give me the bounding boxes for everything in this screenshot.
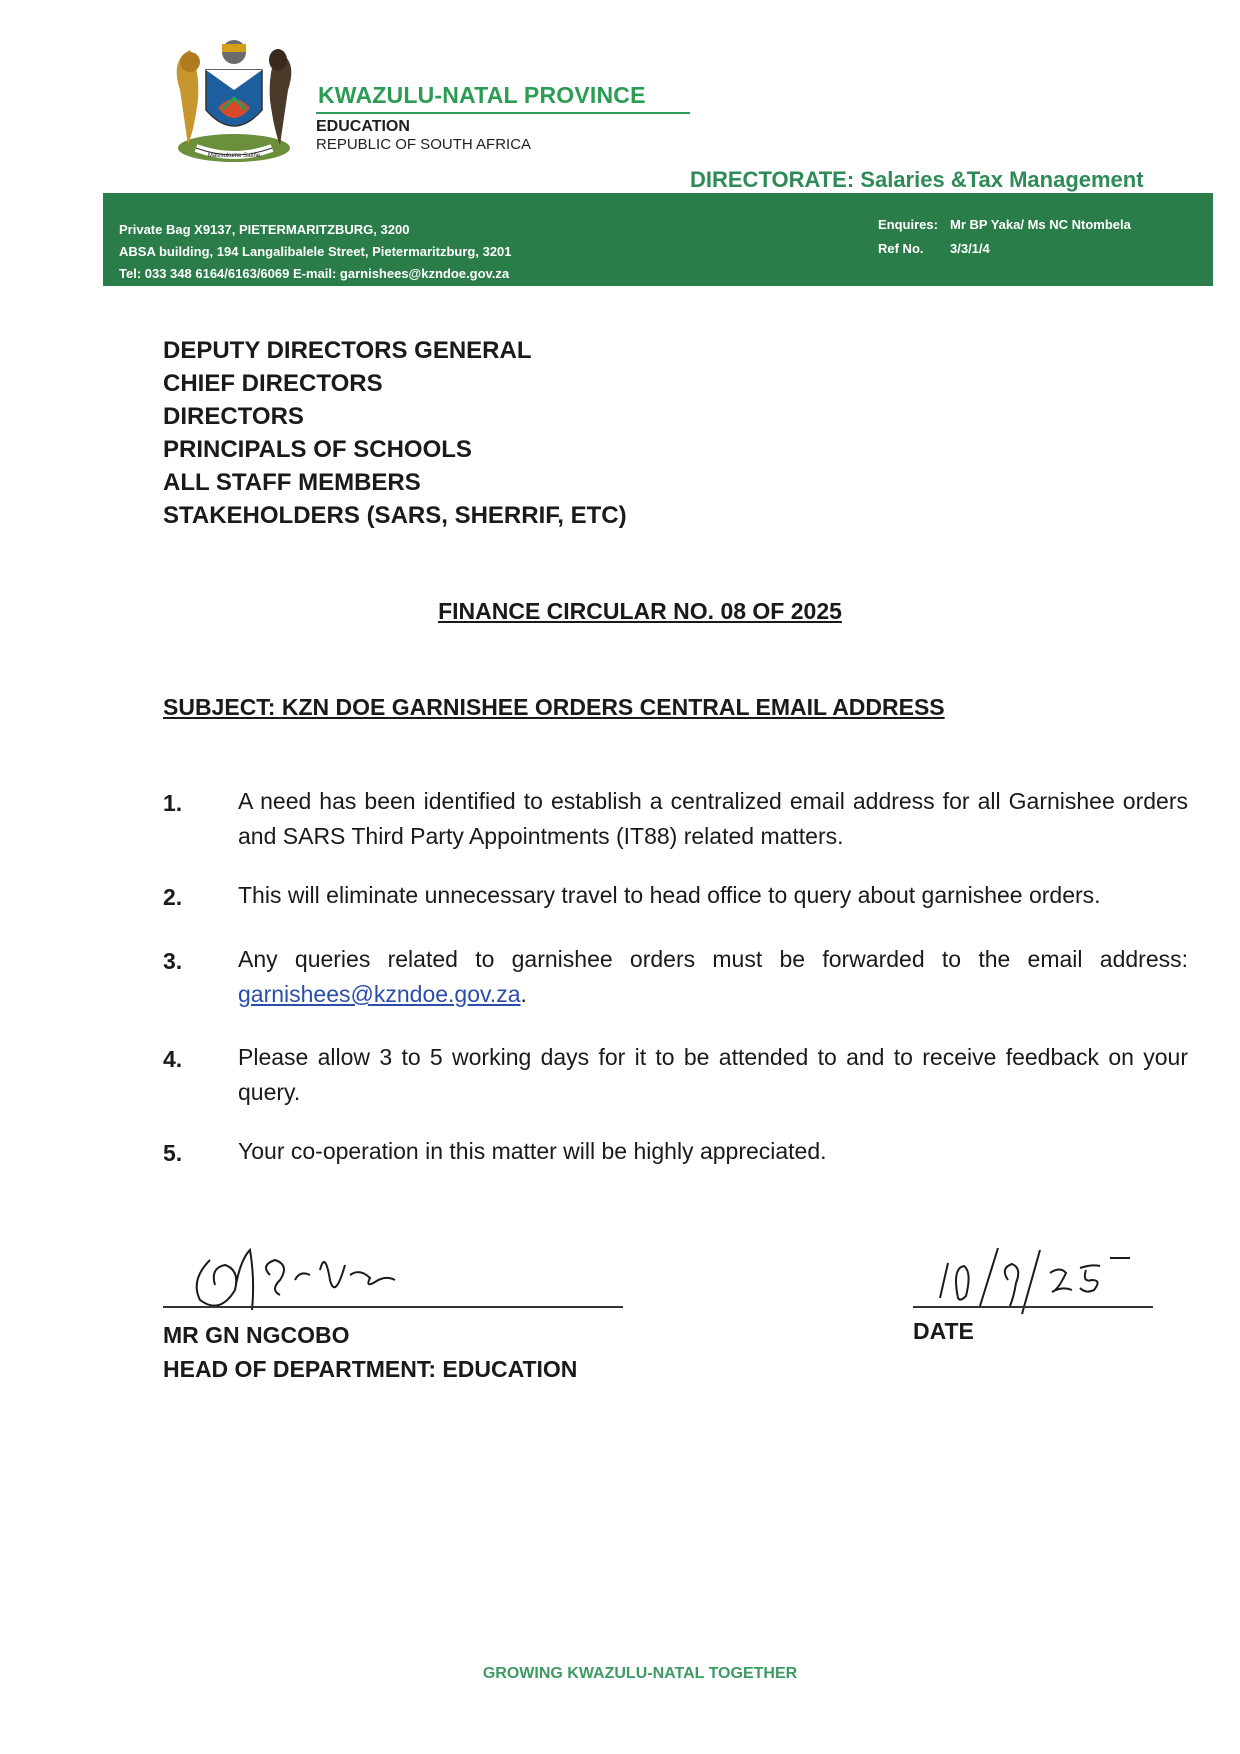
item-text: Your co-operation in this matter will be highly appreciated. <box>238 1138 827 1164</box>
item-number: 3. <box>163 948 183 974</box>
address-block <box>119 219 512 285</box>
footer-slogan: GROWING KWAZULU-NATAL TOGETHER <box>482 1665 798 1682</box>
postal-address: Private Bag X9137, PIETERMARITZBURG, 3200 <box>119 222 410 237</box>
enquiries-label: Enquires: <box>878 217 938 232</box>
addressee: ALL STAFF MEMBERS <box>163 469 421 496</box>
phone-email: Tel: 033 348 6164/6163/6069 E-mail: garnishees@kzndoe.gov.za <box>119 266 510 281</box>
addressee: STAKEHOLDERS (SARS, SHERRIF, ETC) <box>163 502 627 529</box>
date-label: DATE <box>913 1318 974 1344</box>
item-text-end: . <box>520 981 527 1007</box>
date-line <box>913 1306 1153 1308</box>
coat-of-arms-logo <box>160 30 308 170</box>
item-number: 1. <box>163 790 183 816</box>
province-title: KWAZULU-NATAL PROVINCE <box>318 82 646 108</box>
department-name: EDUCATION <box>316 118 410 135</box>
contact-bar <box>103 193 1213 286</box>
crest-motto: Masisukume Sakhe <box>207 153 261 159</box>
signature-line <box>163 1306 623 1308</box>
addressee-list <box>163 334 627 532</box>
ref-label: Ref No. <box>878 241 924 256</box>
ref-value: 3/3/1/4 <box>950 241 990 256</box>
addressee: CHIEF DIRECTORS <box>163 370 383 397</box>
signatory-name: MR GN NGCOBO <box>163 1322 350 1348</box>
subject-heading: SUBJECT: KZN DOE GARNISHEE ORDERS CENTRAL EMAIL ADDRESS <box>163 694 945 720</box>
enquiries-block <box>878 213 1131 261</box>
enquiries-value: Mr BP Yaka/ Ms NC Ntombela <box>950 217 1131 232</box>
item-number: 4. <box>163 1046 183 1072</box>
item-text-block <box>238 942 1188 1012</box>
circular-title: FINANCE CIRCULAR NO. 08 OF 2025 <box>438 598 842 624</box>
street-address: ABSA building, 194 Langalibalele Street, Pietermaritzburg, 3201 <box>119 244 512 259</box>
signatory-block <box>163 1318 577 1386</box>
signatory-title: HEAD OF DEPARTMENT: EDUCATION <box>163 1356 578 1382</box>
item-number: 5. <box>163 1140 183 1166</box>
item-number: 2. <box>163 884 183 910</box>
item-text: Please allow 3 to 5 working days for it to be attended to and to receive feedback on your query. <box>238 1044 1188 1105</box>
addressee: DIRECTORS <box>163 403 304 430</box>
header-divider <box>316 112 690 114</box>
item-text: Any queries related to garnishee orders must be forwarded to the email address: <box>238 946 1188 972</box>
handwritten-date <box>930 1228 1140 1318</box>
item-text: This will eliminate unnecessary travel to head office to query about garnishee orders. <box>238 882 1101 908</box>
country-name: REPUBLIC OF SOUTH AFRICA <box>316 136 532 153</box>
addressee: DEPUTY DIRECTORS GENERAL <box>163 337 532 364</box>
directorate-title: DIRECTORATE: Salaries &Tax Management <box>690 167 1144 192</box>
addressee: PRINCIPALS OF SCHOOLS <box>163 436 472 463</box>
handwritten-date-text: 10/9/25 <box>930 1228 934 1229</box>
item-text: A need has been identified to establish a centralized email address for all Garnishee orders and SARS Third Party Appointments (IT88) related matters. <box>238 788 1188 849</box>
handwritten-signature <box>180 1220 460 1320</box>
email-link[interactable]: garnishees@kzndoe.gov.za <box>238 981 521 1007</box>
